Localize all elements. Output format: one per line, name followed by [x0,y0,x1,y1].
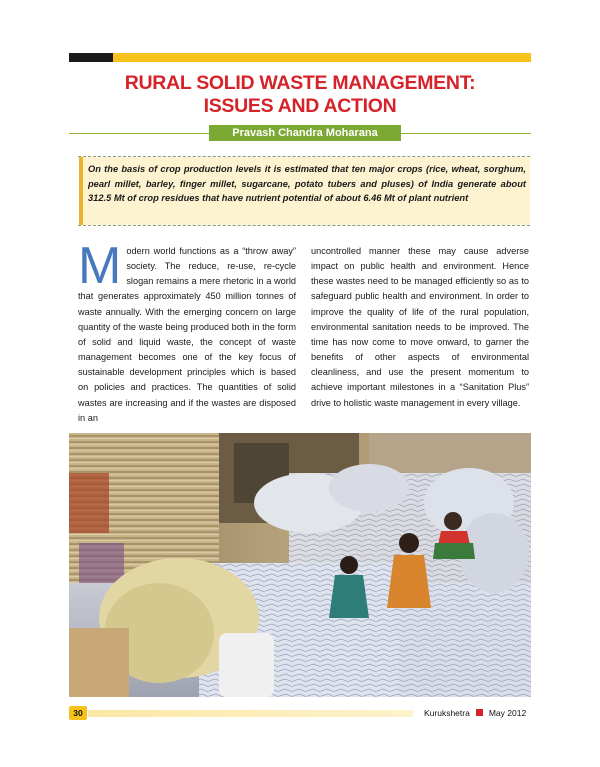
header-rule [69,53,531,62]
article-title-line-1: RURAL SOLID WASTE MANAGEMENT: [124,72,476,94]
waste-sorting-photo [69,433,531,697]
article-title-line-2: ISSUES AND ACTION [203,95,397,117]
body-column-left [78,237,296,426]
article-title [69,72,531,118]
footer-separator-square [476,709,483,716]
body-left-text: odern world functions as a “throw away” society. The reduce, re-use, re-cycle slogan remains a mere rhetoric in a world that generates approximately 450 million tonnes of waste annually. With the emerging concern on large quantity of the waste being produced both in the form of solid and liquid waste, the concept of waste management becomes one of the key focus of sustainable development principles which is based on policies and practices. The quantities of solid wastes are increasing and if the wastes are disposed in an [78,246,296,423]
article-photo [69,433,531,697]
footer-publication-info [424,706,526,720]
drop-cap: M [78,237,122,295]
author-row [69,125,531,141]
body-column-right: uncontrolled manner these may cause adverse impact on public health and environment. Hence these wastes need to be managed efficiently so as to safeguard public health and environment. In order to improve the quality of life of the rural population, environmental sanitation needs to be improved. The time has now come to move onward, to garner the benefits of other aspects of environmental cleanliness, and use the present momentum to achieve important milestones in a “Sanitation Plus” drive to holistic waste management in every village. [311,246,529,408]
footer-rule [88,710,413,717]
issue-date: May 2012 [488,708,527,718]
abstract-box [78,156,530,226]
author-name: Pravash Chandra Moharana [209,125,401,141]
header-rule-yellow-segment [113,53,531,62]
abstract-text: On the basis of crop production levels it is estimated that ten major crops (rice, wheat, sorghum, pearl millet, barley, finger millet, sugarcane, potato tubers and pluses) of India generate about 312.5 Mt of crop residues that have nutrient potential of about 6.46 Mt of plant nutrient [88,164,526,204]
page-number: 30 [69,706,87,720]
header-rule-dark-segment [69,53,113,62]
publication-name: Kurukshetra [424,708,470,718]
